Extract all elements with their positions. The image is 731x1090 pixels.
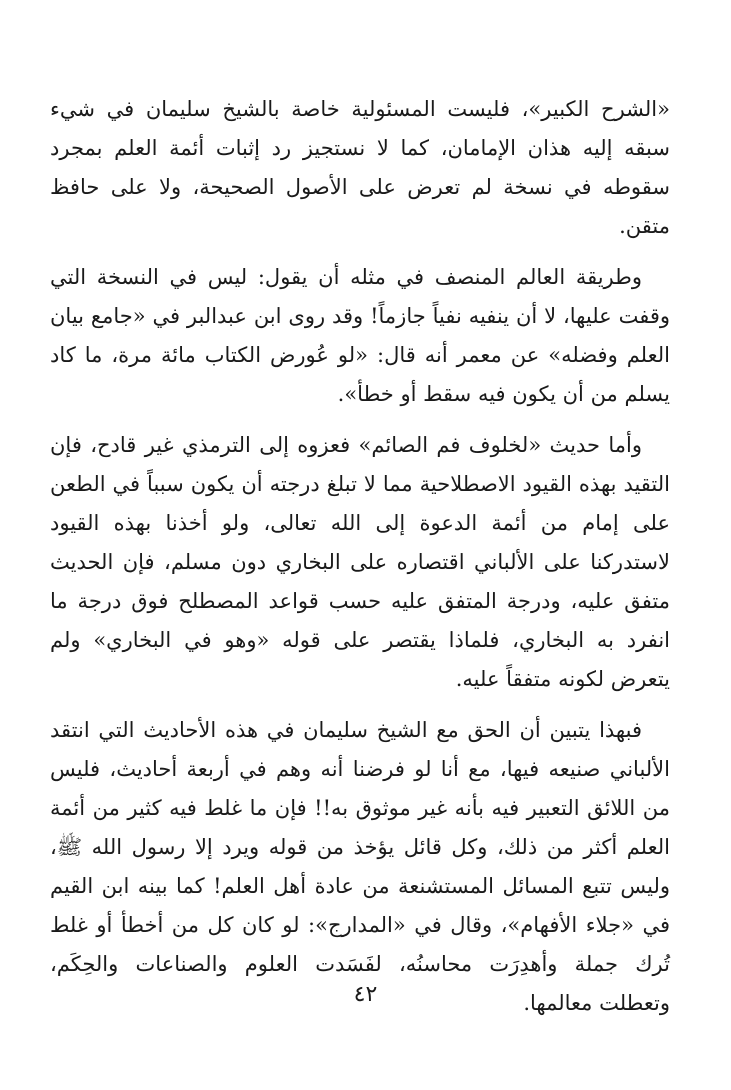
- page-body: [50, 90, 670, 1023]
- page-number: ٤٢: [353, 982, 378, 1007]
- paragraph-2: وطريقة العالم المنصف في مثله أن يقول: ليس في النسخة التي وقفت عليها، لا أن ينفيه نفياً جازماً! وقد روى ابن عبدالبر في «جامع بيان العلم وفضله» عن معمر أنه قال: «لو عُورض الكتاب مائة مرة، ما كاد يسلم من أن يكون فيه سقط أو خطأ».: [50, 265, 670, 406]
- paragraph-1: «الشرح الكبير»، فليست المسئولية خاصة بالشيخ سليمان في شيء سبقه إليه هذان الإمامان، كما لا نستجيز رد إثبات أئمة العلم بمجرد سقوطه في نسخة لم تعرض على الأصول الصحيحة، ولا على حافظ متقن.: [50, 97, 670, 238]
- paragraph-4: فبهذا يتبين أن الحق مع الشيخ سليمان في هذه الأحاديث التي انتقد الألباني صنيعه فيها، مع أنا لو فرضنا أنه وهم في أربعة أحاديث، فليس من اللائق التعبير فيه بأنه غير موثوق به!! فإن ما غلط فيه كثير من أئمة العلم أكثر من ذلك، وكل قائل يؤخذ من قوله ويرد إلا رسول الله ﷺ، وليس تتبع المسائل المستشنعة من عادة أهل العلم! كما بينه ابن القيم في «جلاء الأفهام»، وقال في «المدارج»: لو كان كل من أخطأ أو غلط تُرك جملة وأهدِرَت محاسنُه، لفَسَدت العلوم والصناعات والحِكَم، وتعطلت معالمها.: [50, 718, 671, 1015]
- paragraph-3: وأما حديث «لخلوف فم الصائم» فعزوه إلى الترمذي غير قادح، فإن التقيد بهذه القيود الاصطلاحية مما لا تبلغ درجته أن يكون سبباً في الطعن على إمام من أئمة الدعوة إلى الله تعالى، ولو أخذنا بهذه القيود لاستدركنا على الألباني اقتصاره على البخاري دون مسلم، فإن الحديث متفق عليه، ودرجة المتفق عليه حسب قواعد المصطلح فوق درجة ما انفرد به البخاري، فلماذا يقتصر على قوله «وهو في البخاري» ولم يتعرض لكونه متفقاً عليه.: [50, 433, 670, 691]
